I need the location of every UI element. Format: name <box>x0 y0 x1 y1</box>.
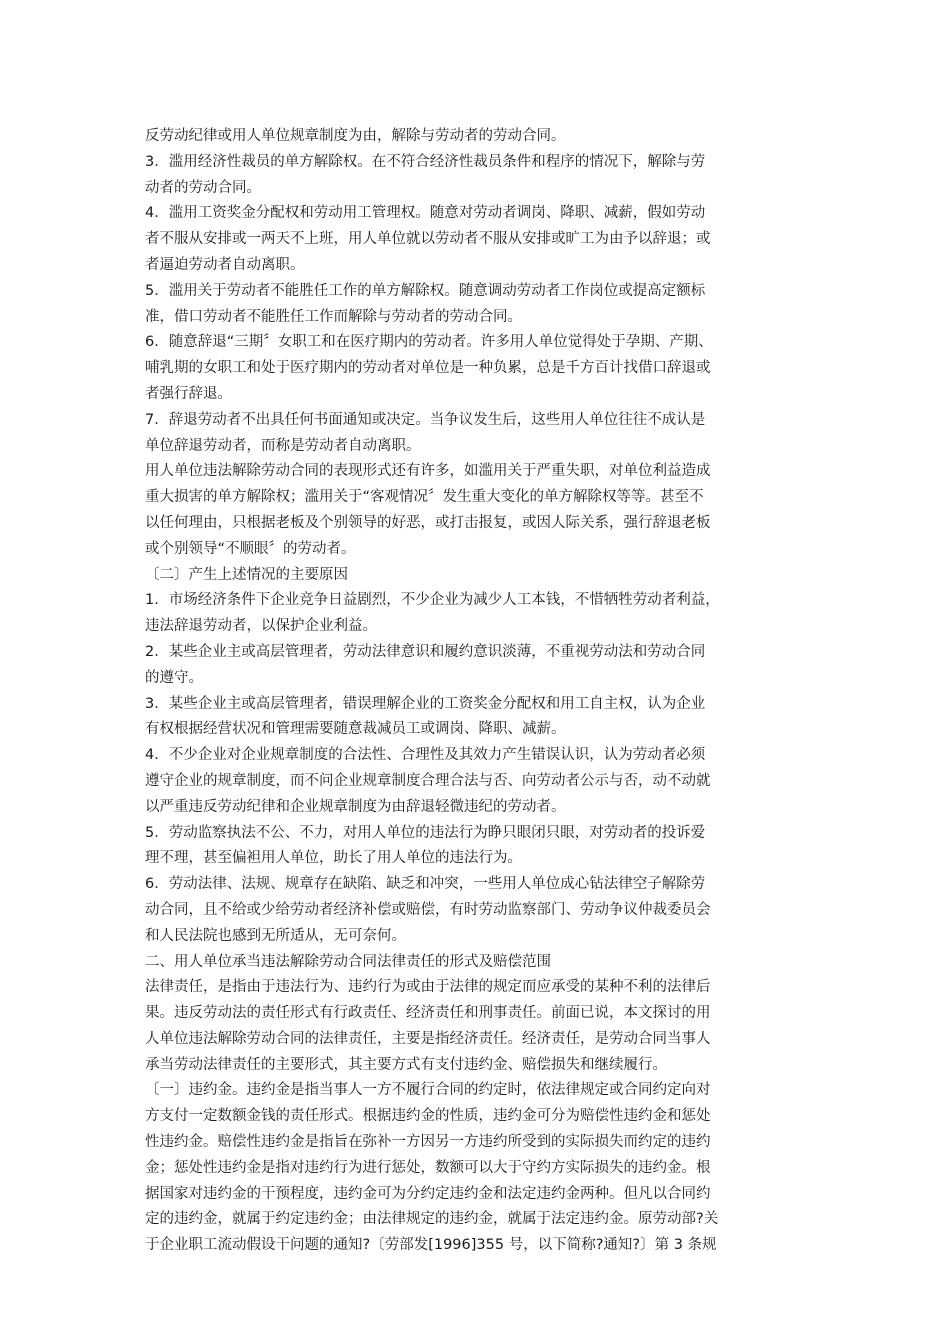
text-line: 据国家对违约金的干预程度，违约金可为分约定违约金和法定违约金两种。但凡以合同约 <box>145 1185 711 1202</box>
text-line: 金；惩处性违约金是指对违约行为进行惩处，数额可以大于守约方实际损失的违约金。根 <box>145 1159 711 1176</box>
text-line: 哺乳期的女职工和处于医疗期内的劳动者对单位是一种负累，总是千方百计找借口辞退或 <box>145 360 711 377</box>
text-line: 或个别领导“不顺眼〞的劳动者。 <box>145 540 356 557</box>
text-line: 6．随意辞退“三期〞女职工和在医疗期内的劳动者。许多用人单位觉得处于孕期、产期、 <box>145 334 713 351</box>
text-line: 遵守企业的规章制度，而不问企业规章制度合理合法与否、向劳动者公示与否，动不动就 <box>145 772 711 789</box>
text-line: 和人民法院也感到无所适从，无可奈何。 <box>145 927 406 944</box>
text-line: 4．不少企业对企业规章制度的合法性、合理性及其效力产生错误认识，认为劳动者必须 <box>145 747 706 764</box>
text-line: 反劳动纪律或用人单位规章制度为由，解除与劳动者的劳动合同。 <box>145 128 566 144</box>
text-line: 准，借口劳动者不能胜任工作而解除与劳动者的劳动合同。 <box>145 308 522 325</box>
document-body <box>145 124 805 1259</box>
text-line: 的遵守。 <box>145 669 203 686</box>
text-line: 5．滥用关于劳动者不能胜任工作的单方解除权。随意调动劳动者工作岗位或提高定额标 <box>145 282 706 299</box>
text-line: 于企业职工流动假设干问题的通知?〔劳部发[1996]355 号，以下简称?通知?〕第 3 条规 <box>145 1237 717 1254</box>
text-line: 者不服从安排或一两天不上班，用人单位就以劳动者不服从安排或旷工为由予以辞退；或 <box>145 231 711 248</box>
text-line: 承当劳动法律责任的主要形式，其主要方式有支付违约金、赔偿损失和继续履行。 <box>145 1056 667 1073</box>
text-line: 以任何理由，只根据老板及个别领导的好恶，或打击报复，或因人际关系，强行辞退老板 <box>145 514 711 531</box>
text-line: 动合同，且不给或少给劳动者经济补偿或赔偿，有时劳动监察部门、劳动争议仲裁委员会 <box>145 901 711 918</box>
text-line: 5．劳动监察执法不公、不力，对用人单位的违法行为睁只眼闭只眼，对劳动者的投诉爱 <box>145 824 706 841</box>
text-line: 理不理，甚至偏袒用人单位，助长了用人单位的违法行为。 <box>145 850 522 867</box>
text-line: 7．辞退劳动者不出具任何书面通知或决定。当争议发生后，这些用人单位往往不成认是 <box>145 411 706 428</box>
text-line: 以严重违反劳动纪律和企业规章制度为由辞退轻微违纪的劳动者。 <box>145 798 566 815</box>
text-line: 方支付一定数额金钱的责任形式。根据违约金的性质，违约金可分为赔偿性违约金和惩处 <box>145 1108 711 1125</box>
text-line: 定的违约金，就属于约定违约金；由法律规定的违约金，就属于法定违约金。原劳动部?关 <box>145 1211 719 1228</box>
text-line: 有权根据经营状况和管理需要随意裁减员工或调岗、降职、减薪。 <box>145 721 566 738</box>
text-line: 3．某些企业主或高层管理者，错误理解企业的工资奖金分配权和用工自主权，认为企业 <box>145 695 706 712</box>
text-line: 果。违反劳动法的责任形式有行政责任、经济责任和刑事责任。前面已说，本文探讨的用 <box>145 1005 711 1022</box>
text-line: 二、用人单位承当违法解除劳动合同法律责任的形式及赔偿范围 <box>145 953 551 970</box>
text-line: 法律责任，是指由于违法行为、违约行为或由于法律的规定而应承受的某种不利的法律后 <box>145 979 711 996</box>
text-line: 1．市场经济条件下企业竞争日益剧烈，不少企业为减少人工本钱，不惜牺牲劳动者利益， <box>145 592 720 609</box>
text-line: 6．劳动法律、法规、规章存在缺陷、缺乏和冲突，一些用人单位成心钻法律空子解除劳 <box>145 876 706 893</box>
text-line: 违法辞退劳动者，以保护企业利益。 <box>145 618 377 635</box>
text-line: 动者的劳动合同。 <box>145 179 261 196</box>
text-line: 重大损害的单方解除权；滥用关于“客观情况〞发生重大变化的单方解除权等等。甚至不 <box>145 489 704 506</box>
text-line: 4．滥用工资奖金分配权和劳动用工管理权。随意对劳动者调岗、降职、减薪，假如劳动 <box>145 205 706 222</box>
text-line: 〔二〕产生上述情况的主要原因 <box>145 566 348 583</box>
text-line: 者强行辞退。 <box>145 385 232 402</box>
text-line: 3．滥用经济性裁员的单方解除权。在不符合经济性裁员条件和程序的情况下，解除与劳 <box>145 153 706 170</box>
text-line: 2．某些企业主或高层管理者，劳动法律意识和履约意识淡薄，不重视劳动法和劳动合同 <box>145 643 706 660</box>
text-line: 单位辞退劳动者，而称是劳动者自动离职。 <box>145 437 421 454</box>
text-line: 用人单位违法解除劳动合同的表现形式还有许多，如滥用关于严重失职，对单位利益造成 <box>145 463 711 480</box>
text-line: 者逼迫劳动者自动离职。 <box>145 256 305 273</box>
text-line: 人单位违法解除劳动合同的法律责任，主要是指经济责任。经济责任，是劳动合同当事人 <box>145 1030 711 1047</box>
text-line: 〔一〕违约金。违约金是指当事人一方不履行合同的约定时，依法律规定或合同约定向对 <box>145 1082 711 1099</box>
text-line: 性违约金。赔偿性违约金是指旨在弥补一方因另一方违约所受到的实际损失而约定的违约 <box>145 1134 711 1151</box>
